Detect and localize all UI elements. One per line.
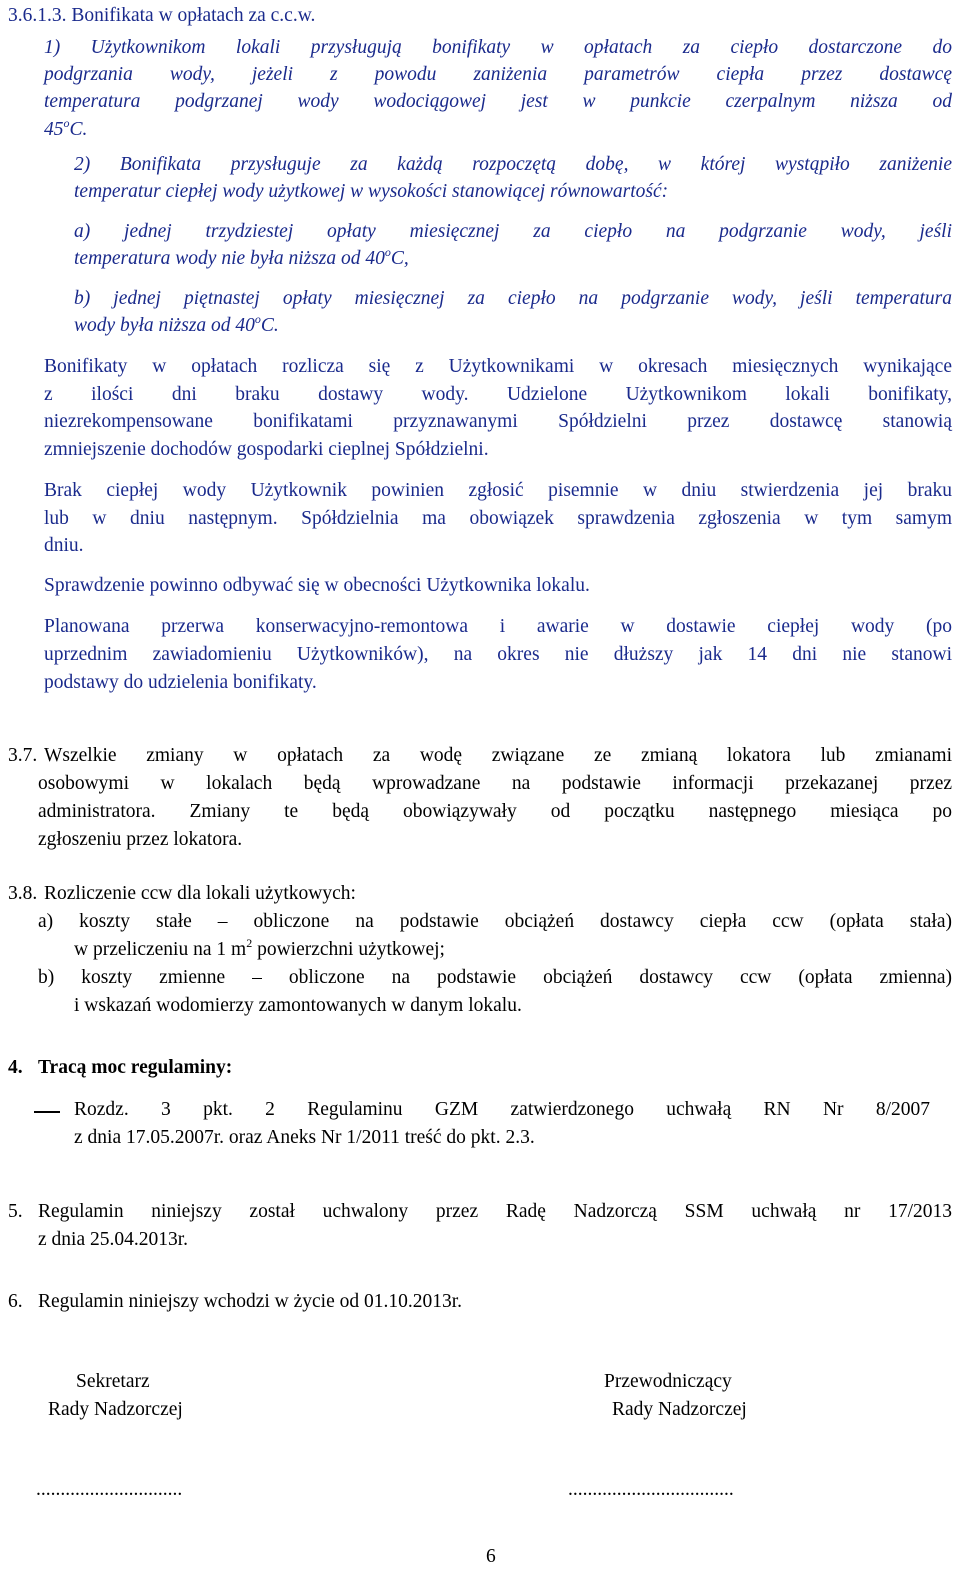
repealed-item-line: z dnia 17.05.2007r. oraz Aneks Nr 1/2011 treść do pkt. 2.3.	[74, 1127, 535, 1148]
bonus-item-b: b) jednej piętnastej opłaty miesięcznej za ciepło na podgrzanie wody, jeśli temperatura	[74, 288, 952, 309]
section-3-7-line: administratora. Zmiany te będą obowiązywały od początku następnego miesiąca po	[38, 801, 952, 822]
section-number-3-7: 3.7.	[8, 745, 38, 766]
section-3-7-line: osobowymi w lokalach będą wprowadzane na podstawie informacji przekazanej przez	[38, 773, 952, 794]
para1-line: temperatura podgrzanej wody wodociągowej jest w punkcie czerpalnym niższa od	[44, 91, 952, 112]
section-number-6: 6.	[8, 1291, 23, 1312]
para3-line: Bonifikaty w opłatach rozlicza się z Użytkownikami w okresach miesięcznych wynikające	[44, 356, 952, 377]
para3-line: niezrekompensowane bonifikatami przyznawanymi Spółdzielni przez dostawcę stanowią	[44, 411, 952, 432]
para3-line: zmniejszenie dochodów gospodarki cieplnej Spółdzielni.	[44, 439, 489, 460]
bonus-item-a: a) jednej trzydziestej opłaty miesięcznej za ciepło na podgrzanie wody, jeśli	[74, 221, 952, 242]
para6-line: uprzednim zawiadomieniu Użytkowników), na okres nie dłuższy jak 14 dni nie stanowi	[44, 644, 952, 665]
para6-line: Planowana przerwa konserwacyjno-remontowa i awarie w dostawie ciepłej wody (po	[44, 616, 952, 637]
signature-right-line: ..................................	[568, 1479, 734, 1500]
section-5-line: Regulamin niniejszy został uchwalony przez Radę Nadzorczą SSM uchwałą nr 17/2013	[38, 1201, 952, 1222]
repealed-item-line: Rozdz. 3 pkt. 2 Regulaminu GZM zatwierdzonego uchwałą RN Nr 8/2007	[74, 1099, 930, 1120]
para1-line: podgrzania wody, jeżeli z powodu zaniżenia parametrów ciepła przez dostawcę	[44, 64, 952, 85]
para1-last-line: 45$^o$C.	[44, 116, 88, 140]
section-3-7-line: zgłoszeniu przez lokatora.	[38, 829, 243, 850]
signature-right-role: Przewodniczący	[604, 1371, 732, 1392]
para4-line: Brak ciepłej wody Użytkownik powinien zgłosić pisemnie w dniu stwierdzenia jej braku	[44, 480, 952, 501]
section-4-title: Tracą moc regulaminy:	[38, 1057, 233, 1078]
bonus-item-a-cont: temperatura wody nie była niższa od 40$^o$C,	[74, 245, 409, 269]
section-6-text: Regulamin niniejszy wchodzi w życie od 01.10.2013r.	[38, 1291, 463, 1312]
section-number-4: 4.	[8, 1057, 23, 1078]
section-3-7-line: Wszelkie zmiany w opłatach za wodę związane ze zmianą lokatora lub zmianami	[44, 745, 952, 766]
signature-right-board: Rady Nadzorczej	[612, 1399, 747, 1420]
cost-item-b-cont: i wskazań wodomierzy zamontowanych w danym lokalu.	[74, 995, 522, 1016]
signature-left-line: ..............................	[36, 1479, 183, 1500]
para4-line: dniu.	[44, 535, 84, 556]
bonus-item-b-cont: wody była niższa od 40$^o$C.	[74, 312, 279, 336]
para4-line: lub w dniu następnym. Spółdzielnia ma obowiązek sprawdzenia zgłoszenia w tym samym	[44, 508, 952, 529]
para3-line: z ilości dni braku dostawy wody. Udzielone Użytkownikom lokali bonifikaty,	[44, 384, 952, 405]
para5: Sprawdzenie powinno odbywać się w obecności Użytkownika lokalu.	[44, 575, 590, 596]
list-dash	[34, 1111, 60, 1113]
page-number: 6	[486, 1546, 496, 1567]
section-number-3-8: 3.8.	[8, 883, 38, 904]
para1-line: 1) Użytkownikom lokali przysługują bonifikaty w opłatach za ciepło dostarczone do	[44, 37, 952, 58]
signature-left-board: Rady Nadzorczej	[48, 1399, 183, 1420]
cost-item-a-cont: w przeliczeniu na 1 $m^2$ powierzchni użytkowej;	[74, 936, 445, 960]
section-3-8-title: Rozliczenie ccw dla lokali użytkowych:	[44, 883, 356, 904]
signature-left-role: Sekretarz	[76, 1371, 150, 1392]
para2-line: 2) Bonifikata przysługuje za każdą rozpoczętą dobę, w której wystąpiło zaniżenie	[74, 154, 952, 175]
section-number-5: 5.	[8, 1201, 23, 1222]
cost-item-a: a) koszty stałe – obliczone na podstawie obciążeń dostawcy ciepła ccw (opłata stała)	[38, 911, 952, 932]
para2-line: temperatur ciepłej wody użytkowej w wysokości stanowiącej równowartość:	[74, 181, 669, 202]
cost-item-b: b) koszty zmienne – obliczone na podstawie obciążeń dostawcy ccw (opłata zmienna)	[38, 967, 952, 988]
para6-line: podstawy do udzielenia bonifikaty.	[44, 672, 317, 693]
section-heading-3-6-1-3: 3.6.1.3. Bonifikata w opłatach za c.c.w.	[8, 5, 316, 26]
section-5-line: z dnia 25.04.2013r.	[38, 1229, 189, 1250]
